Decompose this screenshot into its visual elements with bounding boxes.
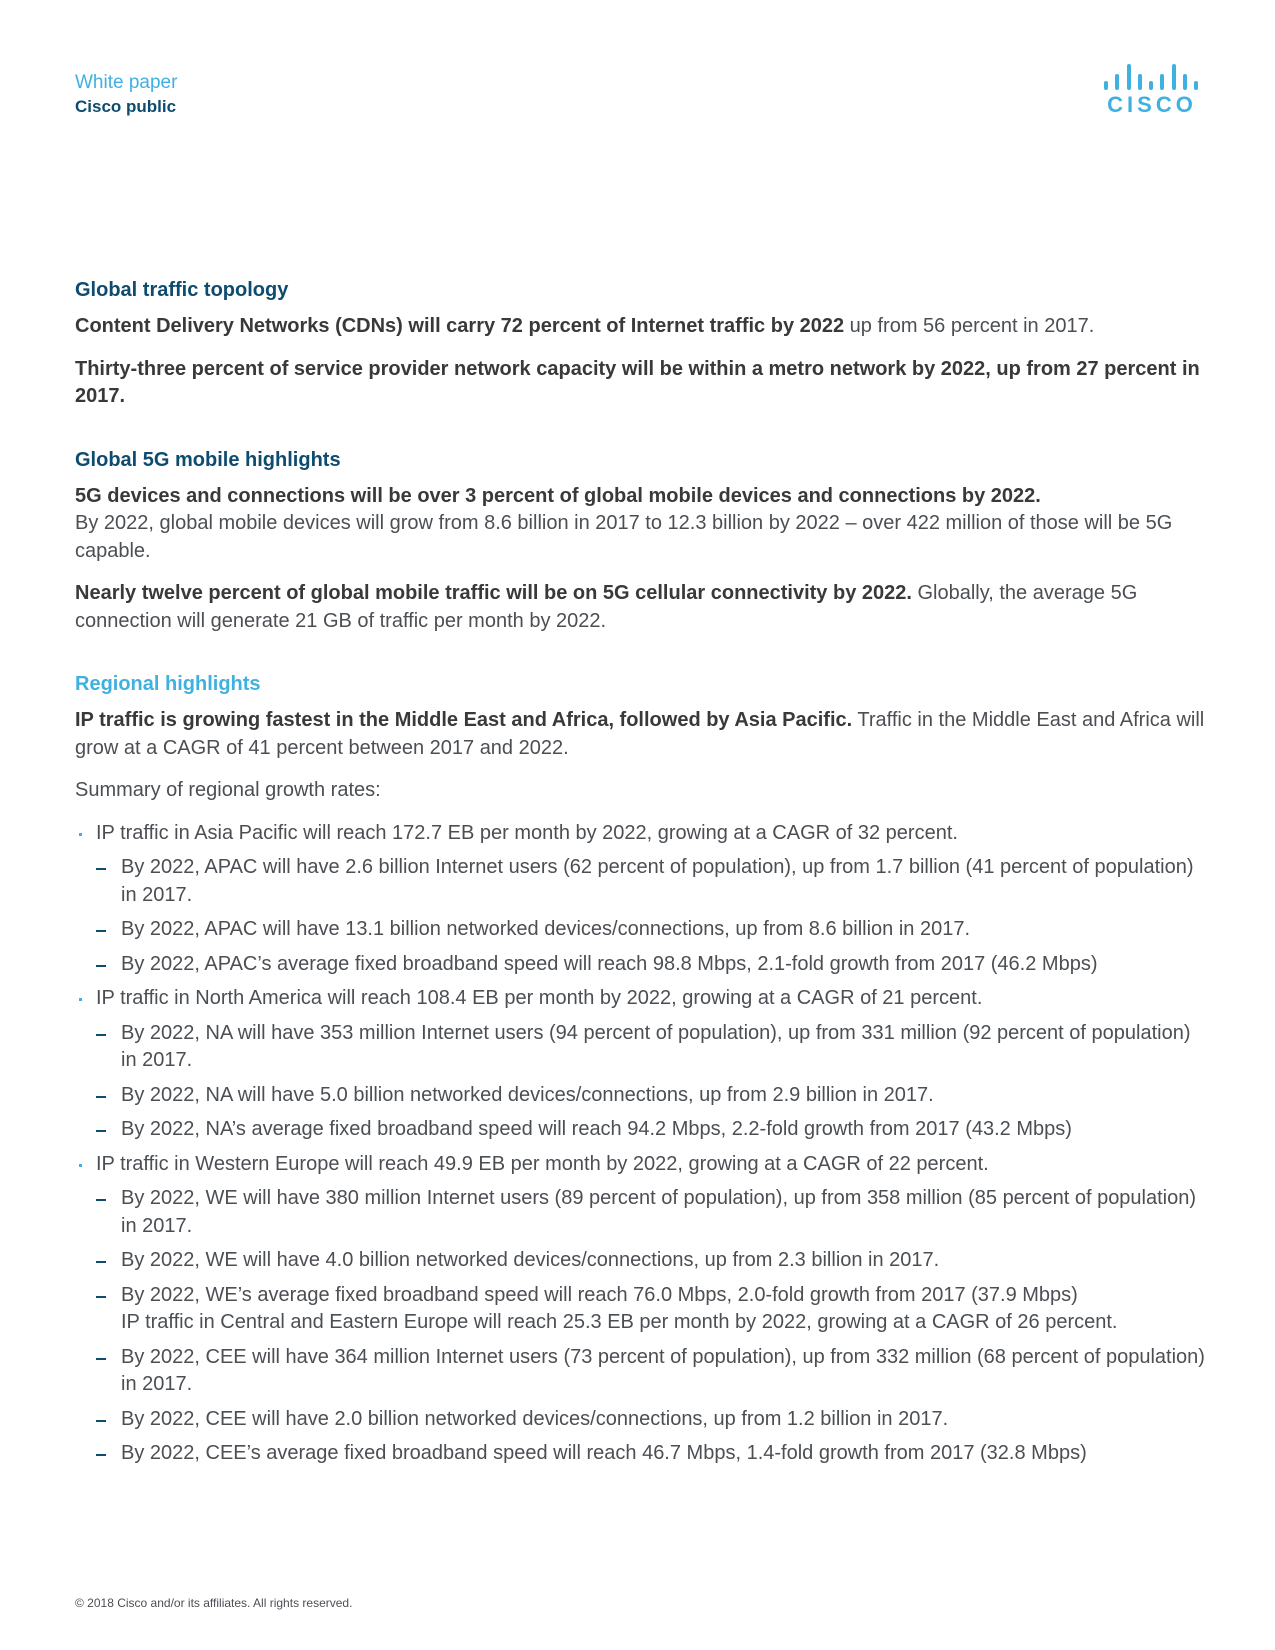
copyright-footer: © 2018 Cisco and/or its affiliates. All rights reserved. [75, 1596, 353, 1610]
list-item: IP traffic in North America will reach 108.4 EB per month by 2022, growing at a CAGR of 21 percent. [75, 985, 1205, 1013]
cisco-logo [1104, 64, 1200, 116]
fiveg-p1-text: By 2022, global mobile devices will grow from 8.6 billion in 2017 to 12.3 billion by 2022 – over 422 million of those will be 5G capable. [75, 512, 1173, 562]
list-item: By 2022, NA will have 5.0 billion networked devices/connections, up from 2.9 billion in 2017. [75, 1082, 1205, 1110]
page-header [75, 71, 177, 119]
cisco-logo-wordmark: CISCO [1107, 92, 1197, 117]
list-item [75, 1282, 1205, 1337]
topology-paragraph-1 [75, 313, 1205, 341]
classification-label: Cisco public [75, 97, 177, 116]
list-item: By 2022, APAC will have 2.6 billion Internet users (62 percent of population), up from 1.7 billion (41 percent of population) in 2017. [75, 854, 1205, 909]
list-item: IP traffic in Asia Pacific will reach 172.7 EB per month by 2022, growing at a CAGR of 32 percent. [75, 820, 1205, 848]
fiveg-heading: Global 5G mobile highlights [75, 448, 341, 471]
topology-p1-text: up from 56 percent in 2017. [844, 315, 1095, 337]
regional-p1-text: Traffic in the Middle East and Africa will grow at a CAGR of 41 percent between 2017 and 2022. [75, 709, 1205, 759]
list-item: By 2022, NA will have 353 million Internet users (94 percent of population), up from 331 million (92 percent of population) in 2017. [75, 1020, 1205, 1075]
topology-p1-bold: Content Delivery Networks (CDNs) will carry 72 percent of Internet traffic by 2022 [75, 315, 845, 337]
regional-paragraph-1 [75, 707, 1205, 762]
regional-p1-bold: IP traffic is growing fastest in the Middle East and Africa, followed by Asia Pacific. [75, 709, 853, 731]
list-item-text: IP traffic in Central and Eastern Europe will reach 25.3 EB per month by 2022, growing at a CAGR of 26 percent. [121, 1311, 1118, 1333]
fiveg-p2-text: Globally, the average 5G connection will generate 21 GB of traffic per month by 2022. [75, 582, 1138, 632]
fiveg-p1-bold: 5G devices and connections will be over 3 percent of global mobile devices and connections by 2022. [75, 484, 1041, 507]
list-item: By 2022, APAC’s average fixed broadband speed will reach 98.8 Mbps, 2.1-fold growth from 2017 (46.2 Mbps) [75, 951, 1205, 979]
list-item: By 2022, APAC will have 13.1 billion networked devices/connections, up from 8.6 billion in 2017. [75, 916, 1205, 944]
regional-list [75, 820, 1205, 1468]
list-item: By 2022, WE will have 4.0 billion networked devices/connections, up from 2.3 billion in 2017. [75, 1247, 1205, 1275]
list-item-text: By 2022, WE’s average fixed broadband speed will reach 76.0 Mbps, 2.0-fold growth from 2017 (37.9 Mbps) [121, 1283, 1078, 1306]
main-content [75, 276, 1205, 1475]
fiveg-p2-bold: Nearly twelve percent of global mobile traffic will be on 5G cellular connectivity by 2022. [75, 582, 912, 604]
list-item: By 2022, CEE will have 2.0 billion networked devices/connections, up from 1.2 billion in 2017. [75, 1406, 1205, 1434]
topology-p2-bold: Thirty-three percent of service provider network capacity will be within a metro network by 2022, up from 27 percent in 2017. [75, 357, 1200, 407]
topology-heading: Global traffic topology [75, 279, 289, 301]
cisco-logo-bars-icon [1104, 64, 1198, 90]
fiveg-paragraph-2 [75, 580, 1205, 635]
list-item: By 2022, WE will have 380 million Internet users (89 percent of population), up from 358 million (85 percent of population) in 2017. [75, 1185, 1205, 1240]
doc-type-label: White paper [75, 72, 178, 93]
fiveg-paragraph-1 [75, 483, 1205, 566]
list-item: By 2022, CEE will have 364 million Internet users (73 percent of population), up from 332 million (68 percent of population) in 2017. [75, 1344, 1205, 1399]
regional-heading: Regional highlights [75, 673, 261, 695]
list-item: IP traffic in Western Europe will reach 49.9 EB per month by 2022, growing at a CAGR of 22 percent. [75, 1151, 1205, 1179]
regional-summary: Summary of regional growth rates: [75, 779, 381, 801]
topology-paragraph-2 [75, 356, 1205, 411]
list-item: By 2022, CEE’s average fixed broadband speed will reach 46.7 Mbps, 1.4-fold growth from 2017 (32.8 Mbps) [75, 1440, 1205, 1468]
list-item: By 2022, NA’s average fixed broadband speed will reach 94.2 Mbps, 2.2-fold growth from 2017 (43.2 Mbps) [75, 1116, 1205, 1144]
